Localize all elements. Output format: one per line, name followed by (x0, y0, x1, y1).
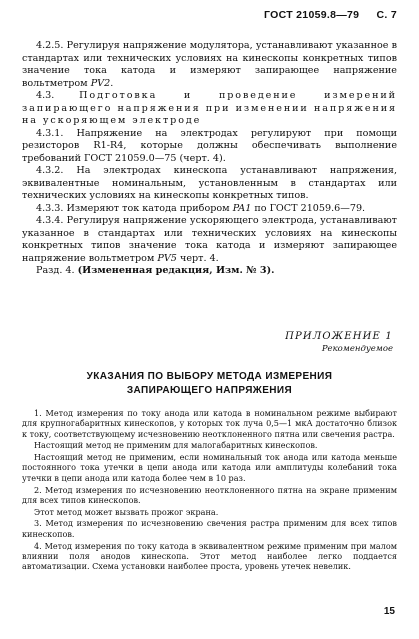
page-number: 15 (383, 606, 395, 617)
para-4-3-3: 4.3.3. Измеряют ток катода прибором PA1 по ГОСТ 21059.6—79. (36, 202, 366, 214)
item-1-note: Настоящий метод не применим для малогабаритных кинескопов. (34, 440, 318, 451)
appendix-number: ПРИЛОЖЕНИЕ 1 (285, 331, 393, 342)
main-text (22, 40, 397, 278)
header-page: С. 7 (376, 9, 397, 21)
gost-number: ГОСТ 21059.8—79 (264, 9, 360, 21)
item-3: 3. Метод измерения по исчезновению свечения растра применим для всех типов кинескопов. (22, 518, 397, 539)
appendix-title (0, 370, 419, 398)
para-4-2-5: 4.2.5. Регулируя напряжение модулятора, устанавливают указанное в стандартах или технических условиях на кинескопы конкретных типов значение тока катода и измеряют запирающее напряжение вольтметром PV2. (22, 40, 397, 89)
title-line-2: ЗАПИРАЮЩЕГО НАПРЯЖЕНИЯ (126, 385, 293, 396)
item-4: 4. Метод измерения по току катода в эквивалентном режиме применим при малом влиянии поля анодов кинескопа. Этот метод наиболее легко поддается автоматизации. Схема установки наиболее проста, уровень утечек невелик. (22, 540, 397, 572)
item-1: 1. Метод измерения по току анода или катода в номинальном режиме выбирают для крупногабаритных кинескопов, у которых ток луча 0,5—1 мкА достаточно близок к току, соответствующему исчезновению неотклоненного пятна или свечения растра. (22, 408, 397, 439)
page-header (264, 9, 397, 21)
item-2-note: Этот метод может вызвать прожог экрана. (34, 506, 219, 517)
para-4-3-1: 4.3.1. Напряжение на электродах регулируют при помощи резисторов R1-R4, которые должны обеспечивать выполнение требований ГОСТ 21059.0—75 (черт. 4). (22, 127, 397, 164)
item-2: 2. Метод измерения по исчезновению неотклоненного пятна на экране применим для всех типов кинескопов. (22, 484, 397, 505)
razd-note: Разд. 4. (Измененная редакция, Изм. № 3). (36, 265, 275, 276)
appendix-text (22, 408, 397, 573)
appendix-label (285, 331, 393, 354)
para-4-3-4: 4.3.4. Регулируя напряжение ускоряющего электрода, устанавливают указанное в стандартах или технических условиях на кинескопы конкретных типов значение тока катода и измеряют запирающее напряжение вольтметром PV5 черт. 4. (22, 215, 397, 264)
appendix-status: Рекомендуемое (321, 344, 393, 354)
item-1-note-2: Настоящий метод не применим, если номинальный ток анода или катода меньше постоянного тока утечки в цепи анода или катода или амплитуды колебаний тока утечки в цепи анода или катода более чем в 10 раз. (22, 452, 397, 483)
title-line-1: УКАЗАНИЯ ПО ВЫБОРУ МЕТОДА ИЗМЕРЕНИЯ (86, 371, 333, 382)
para-4-3: 4.3. Подготовка и проведение измерений запирающего напряжения при изменении напряжения на ускоряющем электроде (22, 90, 397, 126)
para-4-3-2: 4.3.2. На электродах кинескопа устанавливают напряжения, эквивалентные номинальным, установленным в стандартах или технических условиях на кинескопы конкретных типов. (22, 165, 397, 201)
